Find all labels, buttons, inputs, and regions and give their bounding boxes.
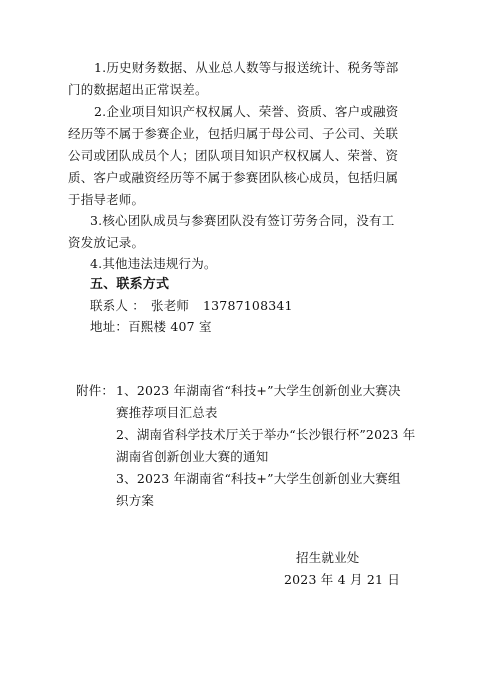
- item-1-line-1: 1.历史财务数据、从业总人数等与报送统计、税务等部: [94, 60, 399, 75]
- signature-date: 2023 年 4 月 21 日: [284, 572, 401, 587]
- item-3-line-2: 资发放记录。: [68, 235, 145, 250]
- attachment-2-line-1: 2、湖南省科学技术厅关于举办“长沙银行杯”2023 年: [116, 427, 416, 442]
- attachment-1-line-2: 赛推荐项目汇总表: [116, 405, 218, 420]
- item-3-line-1: 3.核心团队成员与参赛团队没有签订劳务合同，没有工: [90, 213, 395, 228]
- signature-org: 招生就业处: [296, 550, 360, 565]
- item-1-line-2: 门的数据超出正常误差。: [68, 82, 208, 97]
- item-2-line-1: 2.企业项目知识产权权属人、荣誉、资质、客户或融资: [94, 104, 399, 119]
- item-2-line-3: 公司或团队成员个人；团队项目知识产权权属人、荣誉、资: [68, 148, 399, 163]
- item-2-line-5: 于指导老师。: [68, 192, 145, 207]
- item-4-line-1: 4.其他违法违规行为。: [90, 256, 217, 271]
- attachment-3-line-2: 织方案: [116, 493, 155, 508]
- contact-person-name: 张老师: [151, 298, 190, 313]
- item-2-line-4: 质、客户或融资经历等不属于参赛团队核心成员，包括归属: [68, 170, 399, 185]
- contact-person-label: 联系人 ：: [90, 298, 145, 313]
- attachment-2-line-2: 湖南省创新创业大赛的通知: [116, 449, 269, 464]
- attachments-label: 附件：: [76, 383, 115, 398]
- contact-phone: 13787108341: [203, 298, 293, 313]
- contact-heading: 五、联系方式: [90, 277, 170, 292]
- contact-address: 地址：百熙楼 407 室: [90, 319, 212, 334]
- attachment-1-line-1: 1、2023 年湖南省“科技+”大学生创新创业大赛决: [116, 383, 401, 398]
- attachment-3-line-1: 3、2023 年湖南省“科技+”大学生创新创业大赛组: [116, 471, 401, 486]
- item-2-line-2: 经历等不属于参赛企业，包括归属于母公司、子公司、关联: [68, 126, 399, 141]
